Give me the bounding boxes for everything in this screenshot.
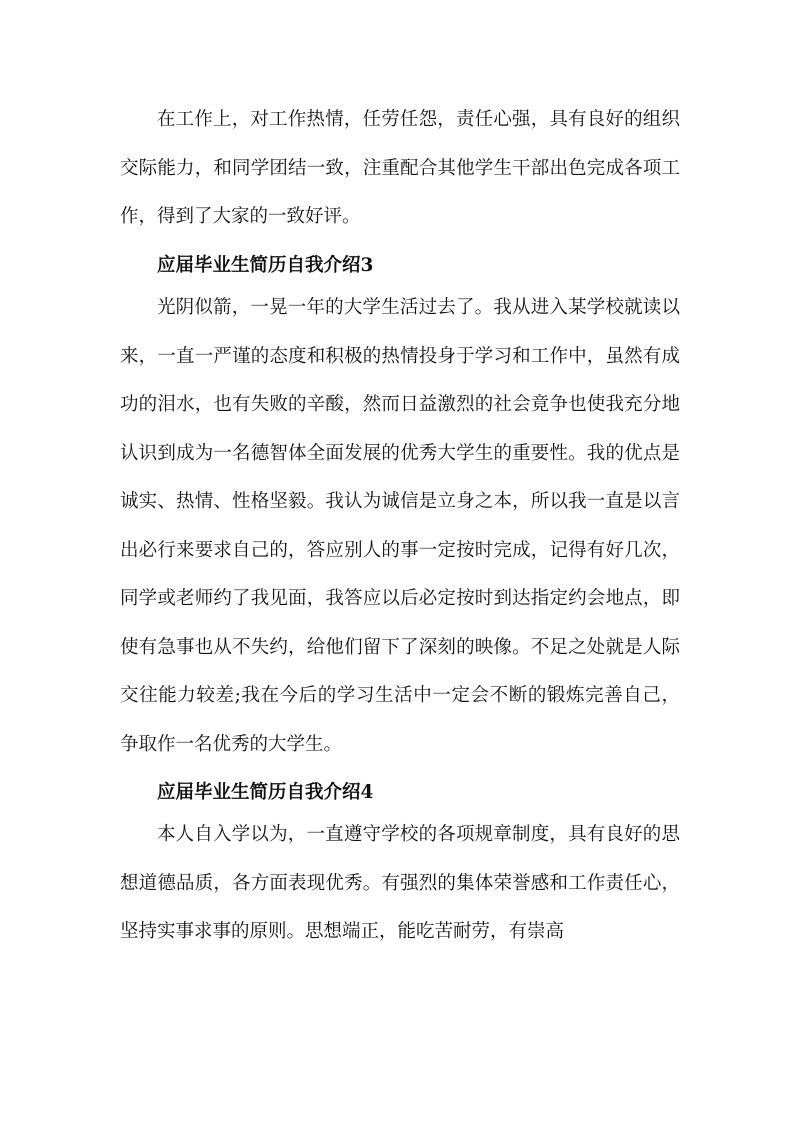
body-paragraph: 在工作上，对工作热情，任劳任怨，责任心强，具有良好的组织交际能力，和同学团结一致，注重配合其他学生干部出色完成各项工作，得到了大家的一致好评。 [120, 109, 680, 227]
body-paragraph: 本人自入学以为，一直遵守学校的各项规章制度，具有良好的思想道德品质，各方面表现优秀。有强烈的集体荣誉感和工作责任心，坚持实事求事的原则。思想端正，能吃苦耐劳，有崇高 [120, 824, 680, 942]
body-paragraph: 光阴似箭，一晃一年的大学生活过去了。我从进入某学校就读以来，一直一严谨的态度和积极的热情投身于学习和工作中，虽然有成功的泪水，也有失败的辛酸，然而日益激烈的社会竟争也使我充分地认识到成为一名德智体全面发展的优秀大学生的重要性。我的优点是诚实、热情、性格坚毅。我认为诚信是立身之本，所以我一直是以言出必行来要求自己的，答应别人的事一定按时完成，记得有好几次，同学或老师约了我见面，我答应以后必定按时到达指定约会地点，即使有急事也从不失约，给他们留下了深刻的映像。不足之处就是人际交往能力较差;我在今后的学习生活中一定会不断的锻炼完善自己，争取作一名优秀的大学生。 [120, 297, 680, 755]
section-heading: 应届毕业生简历自我介绍3 [157, 255, 374, 276]
section-heading: 应届毕业生简历自我介绍4 [157, 782, 374, 803]
